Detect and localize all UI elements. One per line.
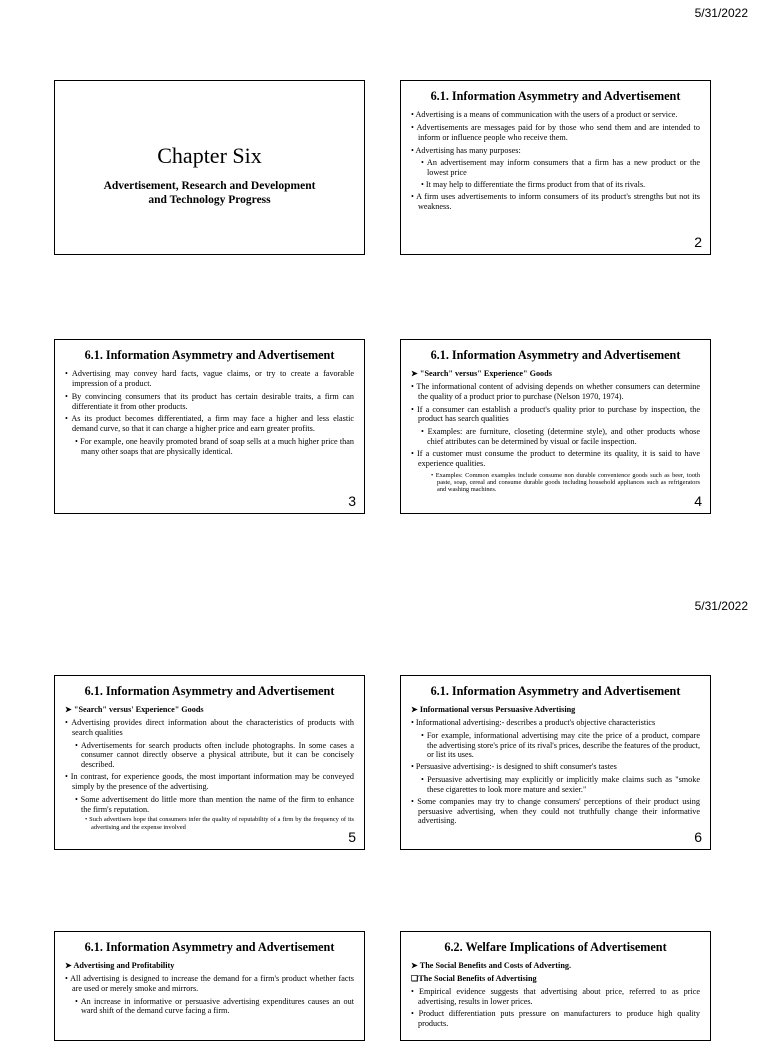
bullet: • Advertising is a means of communication with the users of a product or service. <box>411 110 678 119</box>
bullet: • Advertising may convey hard facts, vague claims, or try to create a favorable impression of a product. <box>65 369 354 388</box>
sub-bullet: • An increase in informative or persuasive advertising expenditures causes an out ward shift of the demand curve facing a firm. <box>75 996 354 1016</box>
slide-2 <box>400 80 711 255</box>
bullet: • All advertising is designed to increase the demand for a firm's product whether facts are used or merely smoke and mirrors. <box>65 973 354 993</box>
slide-body <box>55 961 364 1016</box>
slide-title: 6.1. Information Asymmetry and Advertisement <box>84 348 335 362</box>
sub-bullet: • For example, informational advertising may cite the price of a product, compare the advertising store's price of its rival's prices, describe the features of the product, or list its uses. <box>421 730 700 760</box>
sub-bullet: • For example, one heavily promoted brand of soap sells at a much higher price than many other soaps that are physically identical. <box>75 437 354 456</box>
sub-bullet: • It may help to differentiate the firms product from that of its rivals. <box>421 180 646 190</box>
sub-bullet: • Some advertisement do little more than mention the name of the firm to enhance the firm's reputation. <box>75 794 354 814</box>
slide-body <box>401 961 710 1029</box>
bullet: • The informational content of advising depends on whether consumers can determine the quality of a product prior to purchase (Nelson 1970, 1974). <box>411 381 700 401</box>
bullet: • A firm uses advertisements to inform consumers of its product's strengths but not its weakness. <box>411 191 700 211</box>
bullet: • If a consumer can establish a product's quality prior to purchase by inspection, the product has search qualities <box>411 404 700 424</box>
slide-title: 6.2. Welfare Implications of Advertisement <box>444 940 667 954</box>
slide-body <box>401 369 710 494</box>
slide-body <box>55 369 364 457</box>
bullet: • Persuasive advertising:- is designed to shift consumer's tastes <box>411 762 617 772</box>
bullet: • If a customer must consume the product to determine its quality, it is said to have experience qualities. <box>411 448 700 468</box>
sub-bullet: • Advertisements for search products often include photographs. In some cases a consumer cannot directly observe a physical attribute, but it can be concisely described. <box>75 740 354 770</box>
sub-bullet: • An advertisement may inform consumers that a firm has a new product or the lowest price <box>421 158 700 178</box>
slide-title: 6.1. Information Asymmetry and Advertisement <box>430 348 681 362</box>
slide-title: 6.1. Information Asymmetry and Advertisement <box>430 89 681 103</box>
date-stamp: 5/31/2022 <box>694 599 748 613</box>
section-heading: ➤ "Search" versus" Experience" Goods <box>411 369 552 378</box>
bullet: • Product differentiation puts pressure on manufacturers to produce high quality products. <box>411 1009 700 1029</box>
sub-sub-bullet: • Such advertisers hope that consumers infer the quality of reputability of a firm by the frequency of its advertising and the expense involved <box>85 816 354 831</box>
slide-title: 6.1. Information Asymmetry and Advertisement <box>84 684 335 698</box>
bullet: • Advertising provides direct information about the characteristics of products with search qualities <box>65 717 354 737</box>
bullet: • Informational advertising:- describes a product's objective characteristics <box>411 717 656 727</box>
slide-number: 6 <box>694 829 702 845</box>
slide-4 <box>400 339 711 514</box>
section-heading: ➤ Advertising and Profitability <box>65 961 175 970</box>
slide-7 <box>54 931 365 1041</box>
sub-sub-bullet: • Examples: Common examples include consume non durable convenience goods such as beer, tooth paste, soap, cereal and consume durable goods including household appliances such as refrigerators and washing machines. <box>431 471 700 494</box>
slide-title: 6.1. Information Asymmetry and Advertisement <box>84 940 335 954</box>
bullet: • Some companies may try to change consumers' perceptions of their product using persuasive advertising, when they could not truthfully change their informative advertising. <box>411 796 700 826</box>
section-heading: ➤ Informational versus Persuasive Advertising <box>411 705 576 714</box>
slide-5 <box>54 675 365 850</box>
slide-1 <box>54 80 365 255</box>
section-heading: ➤ The Social Benefits and Costs of Adverting. <box>411 961 572 970</box>
bullet: • Advertising has many purposes: <box>411 145 521 155</box>
bullet: • As its product becomes differentiated, a firm may face a higher and less elastic demand curve, so that it can charge a higher price and earn greater profits. <box>65 414 354 434</box>
bullet: • In contrast, for experience goods, the most important information may be conveyed simply by the presence of the advertising. <box>65 772 354 791</box>
bullet: • Advertisements are messages paid for by those who send them and are intended to inform or influence people who receive them. <box>411 122 700 142</box>
chapter-title: Chapter Six <box>157 143 262 168</box>
slide-number: 2 <box>694 234 702 250</box>
slide-body <box>401 705 710 826</box>
section-heading: ➤ "Search" versus' Experience" Goods <box>65 705 204 714</box>
slide-6 <box>400 675 711 850</box>
slide-body <box>55 705 364 831</box>
section-subheading: ❑The Social Benefits of Advertising <box>411 973 537 983</box>
bullet: • Empirical evidence suggests that advertising about price, referred to as price advertising, results in lower prices. <box>411 986 700 1006</box>
slide-title: 6.1. Information Asymmetry and Advertisement <box>430 684 681 698</box>
slide-number: 5 <box>348 829 356 845</box>
slide-number: 4 <box>694 493 702 509</box>
slide-body <box>401 110 710 212</box>
date-stamp: 5/31/2022 <box>694 6 748 20</box>
sub-bullet: • Persuasive advertising may explicitly or implicitly make claims such as "smoke these cigarettes to look more mature and sexier." <box>421 775 700 794</box>
bullet: • By convincing consumers that its product has certain desirable traits, a firm can differentiate it from other products. <box>65 391 354 411</box>
sub-bullet: • Examples: are furniture, closeting (determine style), and other products whose chief attributes can be determined by visual or facile inspection. <box>421 427 700 447</box>
slide-number: 3 <box>348 493 356 509</box>
slide-8 <box>400 931 711 1041</box>
slide-3 <box>54 339 365 514</box>
chapter-subtitle: Advertisement, Research and Development and Technology Progress <box>103 180 316 207</box>
